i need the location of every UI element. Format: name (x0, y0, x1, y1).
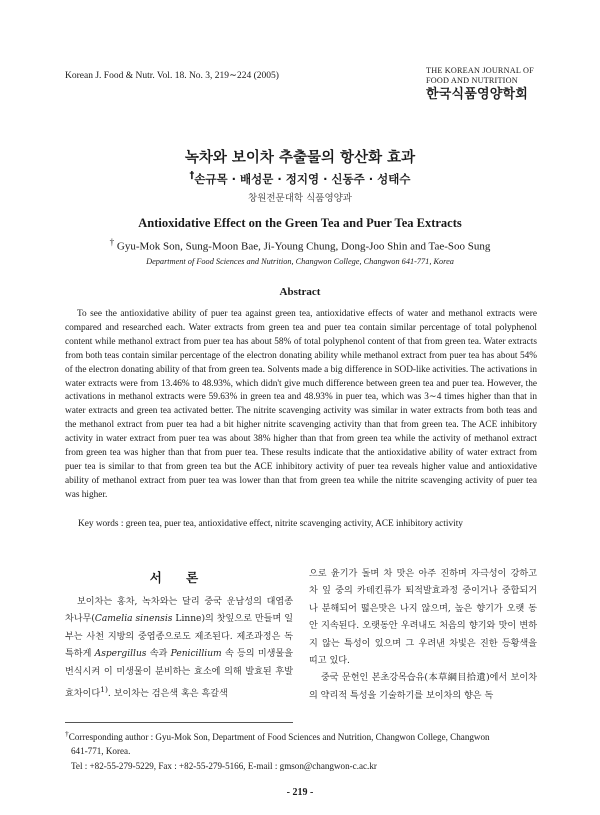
journal-name-line1: THE KOREAN JOURNAL OF (426, 66, 534, 75)
english-author-names: Gyu-Mok Son, Sung-Moon Bae, Ji-Young Chung, Dong-Joo Shin and Tae-Soo Sung (116, 240, 491, 253)
intro-text: 속과 (146, 649, 171, 660)
footnote-contact: Tel : +82-55-279-5229, Fax : +82-55-279-5166, E-mail : gmson@changwon-c.ac.kr (71, 761, 377, 772)
footnote-divider (65, 722, 293, 723)
abstract-heading: Abstract (279, 286, 321, 298)
section-heading: 서 론 (149, 570, 209, 585)
reference-mark: 1) (100, 685, 108, 695)
genus-name: Aspergillus (94, 649, 147, 660)
page-number: - 219 - (286, 787, 314, 798)
corresponding-mark: † (109, 237, 115, 247)
journal-name-block (426, 66, 538, 103)
korean-author-names: 손규목 · 배성문 · 정지영 · 신동주 · 성태수 (194, 171, 411, 186)
keywords: Key words : green tea, puer tea, antioxidative effect, nitrite scavenging activity, ACE inhibitory activity (78, 519, 463, 529)
korean-title: 녹차와 보이차 추출물의 항산화 효과 (184, 150, 416, 166)
intro-paragraph: 중국 문헌인 본초강목습유(本草綱目拾遺)에서 보이차의 약리적 특성을 기술하기를 보이차의 향은 독 (309, 673, 537, 701)
footnote-text: Corresponding author : Gyu-Mok Son, Department of Food Sciences and Nutrition, Changwon College, Changwon (68, 732, 490, 743)
intro-text: . 보이차는 검은색 혹은 흑갈색 (107, 689, 228, 700)
corresponding-mark: † (189, 170, 195, 181)
journal-name-korean: 한국식품영양학회 (426, 87, 529, 102)
english-authors (0, 237, 600, 253)
journal-citation: Korean J. Food & Nutr. Vol. 18. No. 3, 219∼224 (2005) (65, 71, 279, 81)
footnote-line2: 641-771, Korea. (71, 746, 131, 757)
corresponding-mark: † (65, 729, 69, 738)
footnote (65, 727, 537, 773)
english-title: Antioxidative Effect on the Green Tea and Puer Tea Extracts (138, 216, 462, 230)
korean-affiliation: 창원전문대학 식품영양과 (248, 193, 352, 204)
intro-text: Linne)의 찻잎으로 만들며 일부는 사천 지방의 중엽종으로도 제조된다. 제조과정은 독특하게 (65, 614, 293, 660)
intro-right-column (309, 566, 537, 705)
korean-authors (0, 170, 600, 187)
genus-name: Penicillium (170, 649, 222, 660)
intro-text: 보이차는 홍차, 녹차와는 달리 중국 운남성의 대엽종 차나무( (65, 597, 293, 625)
species-name: Camelia sinensis (94, 614, 173, 625)
intro-left-column (65, 594, 293, 703)
english-affiliation: Department of Food Sciences and Nutrition, Changwon College, Changwon 641-771, Korea (146, 257, 454, 266)
intro-paragraph: 으로 윤기가 돌며 차 맛은 아주 진하며 자극성이 강하고 차 잎 중의 카테킨류가 퇴적발효과정 중이거나 중합되거나 분해되어 떫은맛은 나지 않으며, 높은 향기가 오랫 동안 지속된다. 오랫동안 우려내도 처음의 향기와 맛이 변하지 않는 특성이 있으며 그 우려낸 차빛은 진한 등황색을 띠고 있다. (309, 569, 537, 667)
footnote-line1 (65, 727, 537, 744)
journal-name-line2: FOOD AND NUTRITION (426, 76, 518, 85)
abstract-body: To see the antioxidative ability of puer tea against green tea, antioxidative effects of water and methanol extracts were compared and researched each. Water extracts from green tea and puer tea contain similar percentage of total polyphenol content while methanol extract from puer tea has about 58% of total polyphenol content of that from green tea. Water extracts from both teas contain similar percentage of the electron donating ability while methanol extract from puer tea has about 54% of the electron donating ability of that from green tea. Solvents made a big difference in SOD-like activities. The activations in water extracts were from 13.46% to 48.93%, which didn't give much difference between green tea and puer tea. However, the activations in methanol extracts were 59.63% in green tea and 48.93% in puer tea, which was 3∼4 times higher than that in water extracts and green tea activated better. The nitrite scavenging activity was similar in water extracts from both teas and the methanol extract from puer tea had a bit higher nitrite scavenging activity than that from green tea. The ACE inhibitory activity in water extract from puer tea was about 38% higher than that from green tea while the activity of methanol extract from green tea was higher than that from puer tea. These results indicate that the antioxidative ability of water extract from puer tea is similar to that from green tea but the ACE inhibitory activity of puer tea reveals higher value and antioxidative ability of methanol extract from puer tea was lower than that from green tea while the nitrite scavenging activity of puer tea was higher. (65, 309, 537, 500)
intro-text: 속 등의 미생물을 번식시켜 이 미생물이 분비하는 효소에 의해 발효된 후발효차이다 (65, 649, 293, 700)
